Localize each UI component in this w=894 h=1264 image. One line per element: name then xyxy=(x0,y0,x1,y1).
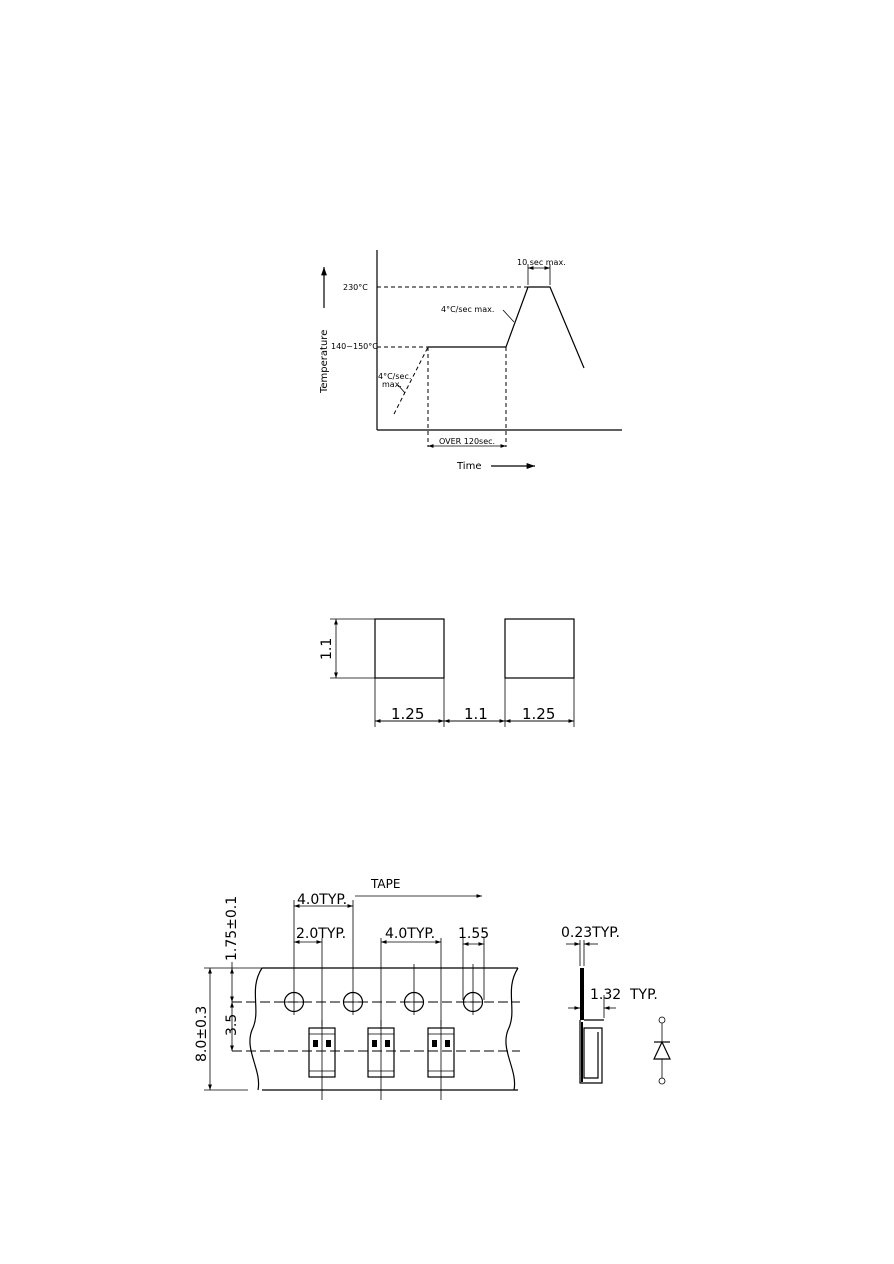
temperature-axis-label: Temperature xyxy=(319,329,330,393)
sprocket-hole-2 xyxy=(343,964,363,1015)
sprocket-hole-3 xyxy=(404,964,424,1015)
anode-terminal xyxy=(659,1017,665,1023)
pocket-2 xyxy=(368,1020,394,1100)
pad-gap-label: 1.1 xyxy=(464,705,488,723)
preheat-temp-label: 140~150°C xyxy=(331,342,378,351)
tape-break-left xyxy=(250,968,262,1090)
cathode-terminal xyxy=(659,1078,665,1084)
ramp1-label-line1: 4°C/sec. xyxy=(378,372,412,381)
pitch-top-label: 4.0TYP. xyxy=(297,892,348,908)
preheat-duration-label: OVER 120sec. xyxy=(439,437,496,446)
hole-pocket-label: 3.5 xyxy=(224,1013,240,1036)
ramp2-leader xyxy=(503,310,514,322)
carrier-tape xyxy=(194,877,520,1100)
pad-height-label: 1.1 xyxy=(319,637,335,660)
pad-layout xyxy=(319,619,574,727)
reflow-profile-chart xyxy=(319,250,622,472)
peak-temp-label: 230°C xyxy=(343,283,368,292)
sprocket-hole-4 xyxy=(463,964,483,1015)
peak-duration-label: 10 sec max. xyxy=(517,258,566,267)
tape-width-label: 8.0±0.3 xyxy=(194,1005,210,1062)
right-pad xyxy=(505,619,574,678)
half-pitch-label: 2.0TYP. xyxy=(296,926,347,942)
tape-thickness-label: 0.23TYP. xyxy=(561,925,620,941)
pocket-depth-suffix: TYP. xyxy=(630,987,658,1003)
pad-width-left-label: 1.25 xyxy=(391,705,425,723)
pocket-section xyxy=(580,1020,602,1083)
sprocket-hole-1 xyxy=(284,964,304,1015)
hole-dia-label: 1.55 xyxy=(458,926,490,942)
pad-width-right-label: 1.25 xyxy=(522,705,556,723)
diode-triangle xyxy=(654,1042,670,1059)
left-pad xyxy=(375,619,444,678)
tape-cover-section xyxy=(580,968,584,1020)
tape-direction-label: TAPE xyxy=(371,877,401,891)
ramp2-label: 4°C/sec max. xyxy=(441,305,495,314)
time-axis-label: Time xyxy=(457,461,482,472)
pocket-pitch-label: 4.0TYP. xyxy=(385,926,436,942)
pocket-3 xyxy=(428,1020,454,1100)
diode-symbol xyxy=(654,1017,670,1084)
pocket-1 xyxy=(309,1020,335,1100)
tape-break-right xyxy=(506,968,518,1090)
pocket-wall-fill xyxy=(581,1022,583,1082)
ramp1-label-line2: max. xyxy=(382,380,402,389)
pocket-depth-label: 1.32 xyxy=(590,987,622,1003)
tape-section-view xyxy=(561,925,658,1083)
edge-hole-label: 1.75±0.1 xyxy=(224,895,240,961)
